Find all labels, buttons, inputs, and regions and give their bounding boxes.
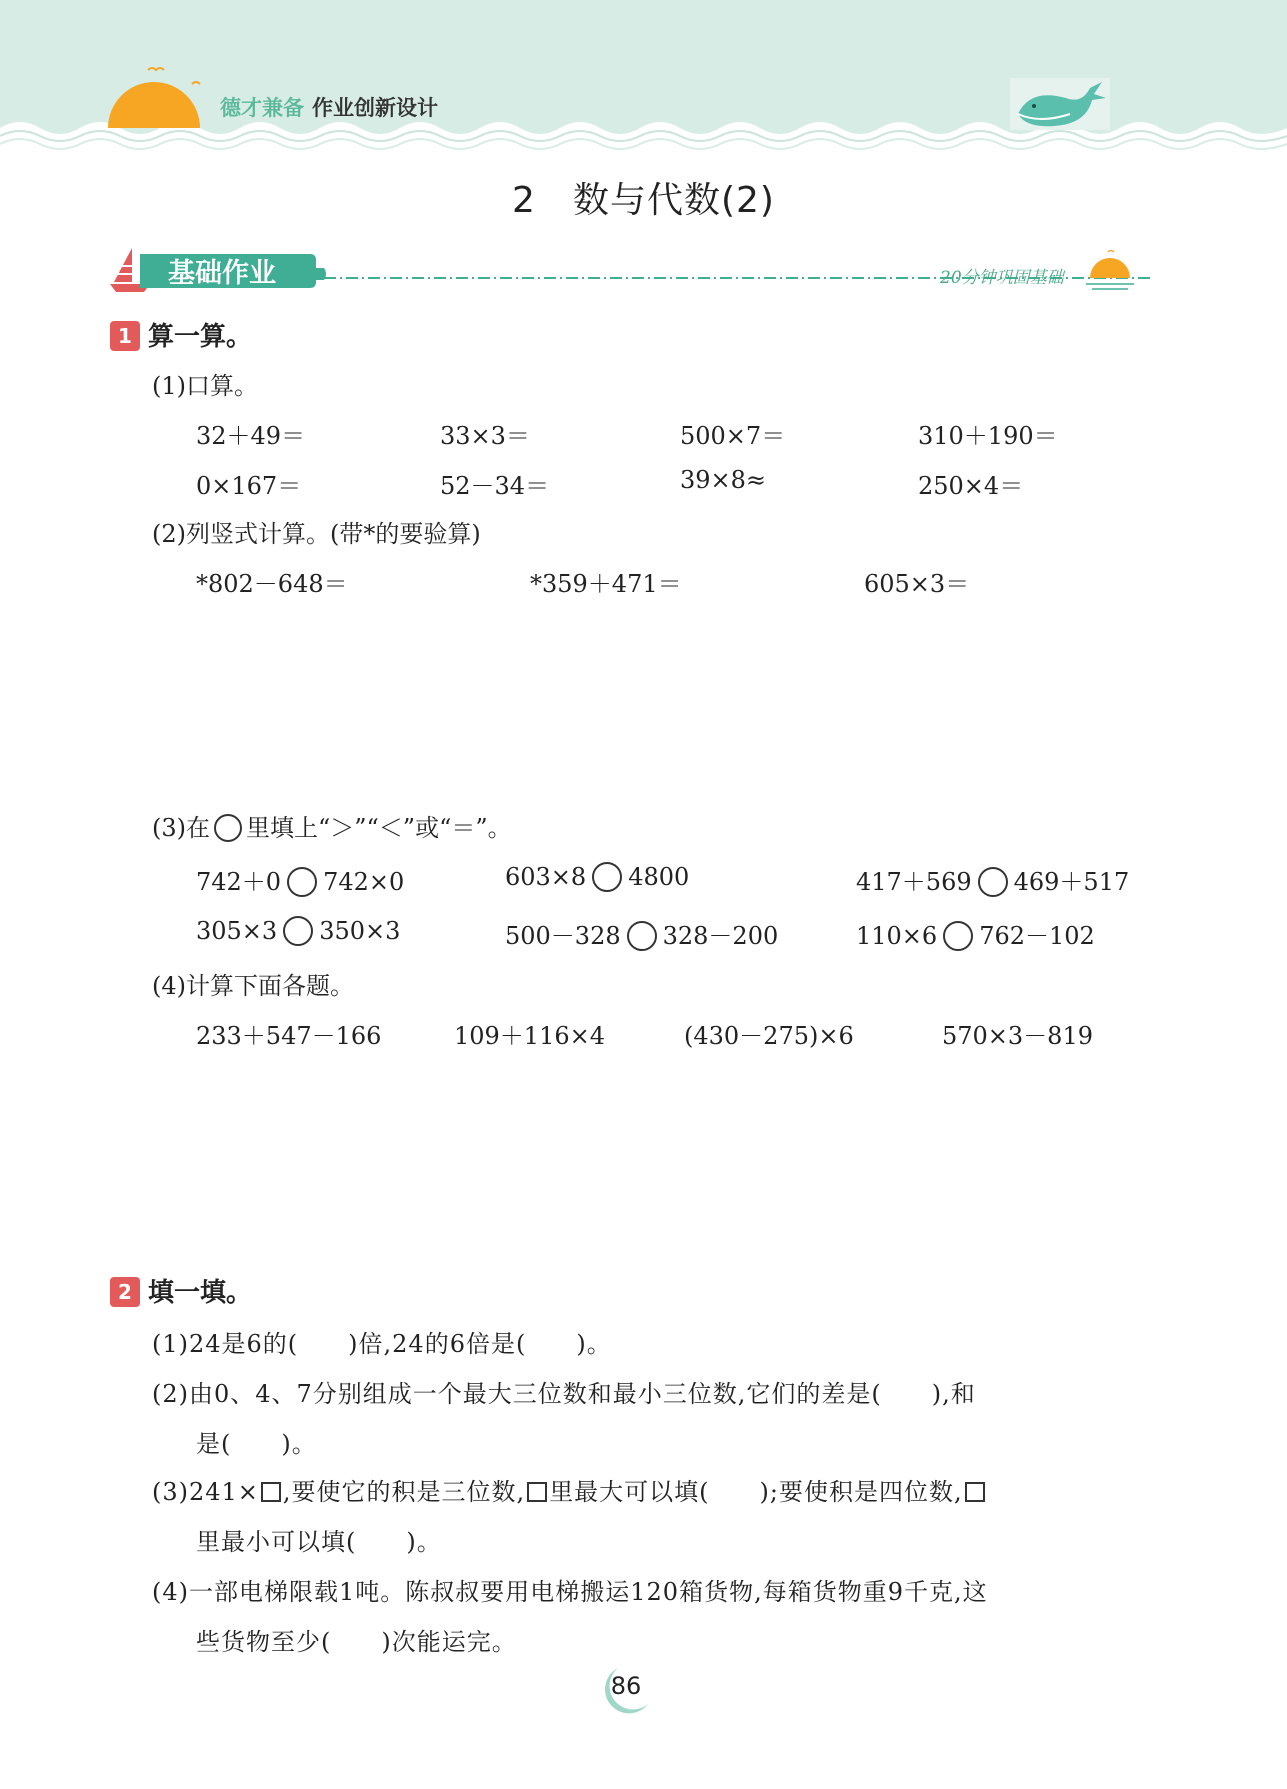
calc-item: (430－275)×6 [684,1022,854,1050]
section-label: 基础作业 [168,258,276,289]
q1-p3-label [152,808,512,843]
expr-item: 0×167＝ [196,472,302,500]
fill-item-4-line2: 些货物至少( )次能运完。 [196,1628,517,1656]
page-title: 2 数与代数(2) [512,180,775,221]
compare-circle[interactable] [287,867,317,897]
page-number: 86 [610,1672,642,1700]
compare-item: 603×8 4800 [505,863,690,891]
brand-green: 德才兼备 [220,96,304,120]
q1-p1-label: (1)口算。 [152,372,258,400]
q1-number: 1 [110,321,140,351]
compare-item: 417＋569 469＋517 [856,868,1130,896]
q2-number: 2 [110,1277,140,1307]
compare-item: 110×6 762－102 [856,922,1095,950]
compare-circle[interactable] [943,921,973,951]
expr-item: 39×8≈ [680,466,767,494]
brand-title [220,92,438,122]
blank-box-icon [527,1482,547,1502]
vertical-calc-item: *802－648＝ [196,570,348,598]
compare-circle[interactable] [978,867,1008,897]
fill-item-4-line1: (4)一部电梯限载1吨。陈叔叔要用电梯搬运120箱货物,每箱货物重9千克,这 [152,1578,988,1606]
vertical-calc-item: 605×3＝ [864,570,970,598]
compare-item: 742＋0 742×0 [196,868,405,896]
fill-item-1: (1)24是6的( )倍,24的6倍是( )。 [152,1330,612,1358]
sun-icon [104,62,214,132]
fill-item-2-line2: 是( )。 [196,1430,317,1458]
q1-p3-label-pre: (3)在 [152,814,210,842]
q1-heading [110,316,252,353]
compare-circle[interactable] [283,916,313,946]
compare-circle[interactable] [592,862,622,892]
expr-item: 32＋49＝ [196,422,306,450]
q1-p3-label-post: 里填上“＞”“＜”或“＝”。 [246,814,512,842]
section-time: 20分钟巩固基础 [940,268,1064,288]
fill-item-3-line2: 里最小可以填( )。 [196,1528,442,1556]
calc-item: 570×3－819 [942,1022,1093,1050]
calc-item: 233＋547－166 [196,1022,382,1050]
expr-item: 250×4＝ [918,472,1024,500]
q1-heading-text: 算一算。 [148,322,253,352]
compare-item: 305×3 350×3 [196,917,401,945]
expr-item: 500×7＝ [680,422,786,450]
calc-item: 109＋116×4 [454,1022,605,1050]
q1-p4-label: (4)计算下面各题。 [152,972,354,1000]
q1-p2-label: (2)列竖式计算。(带*的要验算) [152,520,481,548]
compare-circle-icon [214,814,242,842]
fill-item-2-line1: (2)由0、4、7分别组成一个最大三位数和最小三位数,它们的差是( ),和 [152,1380,976,1408]
blank-box-icon [261,1482,281,1502]
expr-item: 310＋190＝ [918,422,1058,450]
blank-box-icon [965,1482,985,1502]
q2-heading [110,1272,252,1309]
whale-icon [1010,74,1110,134]
compare-item: 500－328 328－200 [505,922,779,950]
expr-item: 33×3＝ [440,422,530,450]
brand-dark: 作业创新设计 [312,96,438,120]
compare-circle[interactable] [627,921,657,951]
vertical-calc-item: *359＋471＝ [530,570,682,598]
fill-item-3-line1: (3)241× ,要使它的积是三位数, 里最大可以填( );要使积是四位数, [152,1472,987,1507]
expr-item: 52－34＝ [440,472,550,500]
q2-heading-text: 填一填。 [148,1278,253,1308]
